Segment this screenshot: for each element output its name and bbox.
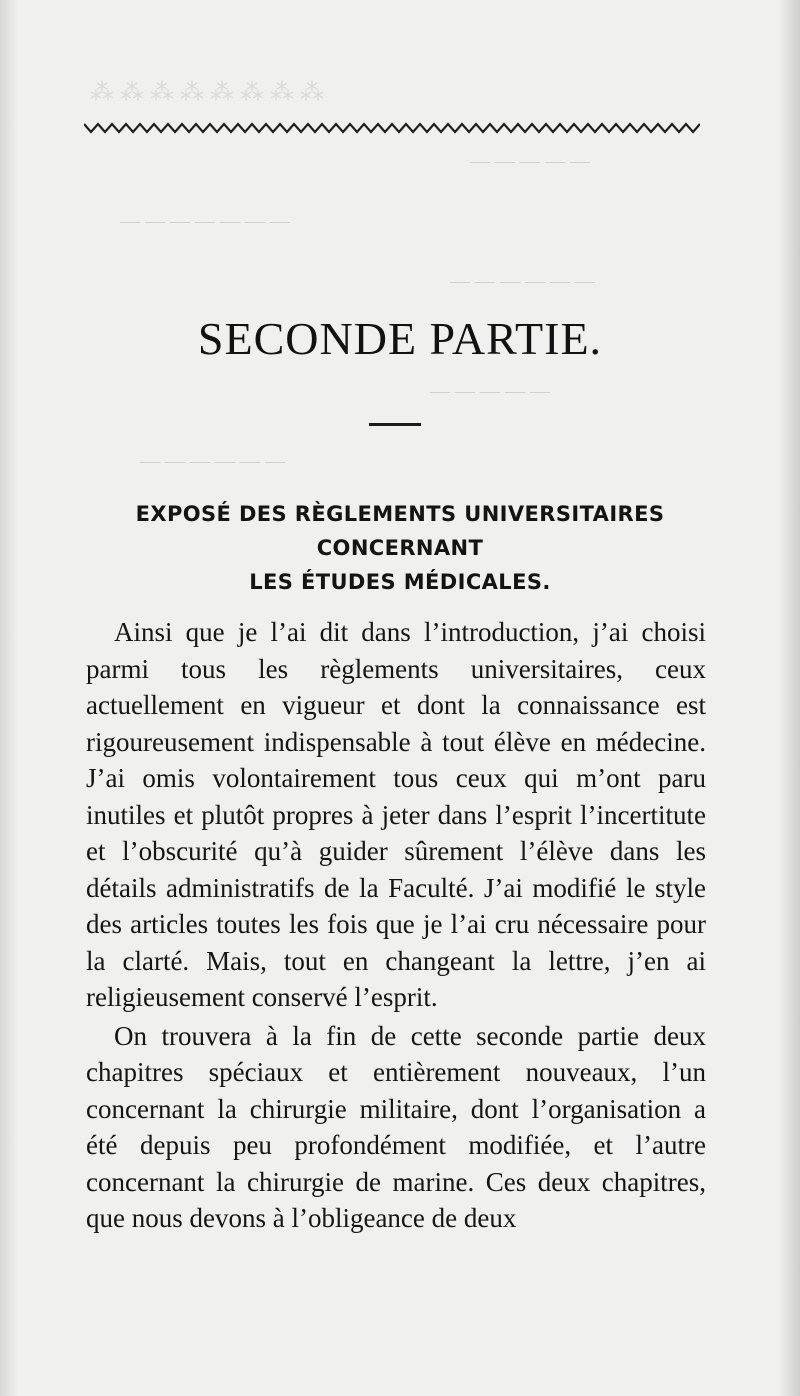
section-heading-line-2: LES ÉTUDES MÉDICALES. (249, 570, 551, 594)
ornament-rule (84, 118, 700, 140)
part-title: SECONDE PARTIE. (197, 313, 603, 364)
section-heading-line-1: EXPOSÉ DES RÈGLEMENTS UNIVERSITAIRES CONCERNANT (135, 502, 665, 560)
paragraph: Ainsi que je l’ai dit dans l’introduction, j’ai choisi parmi tous les règlements universitaires, ceux actuellement en vigueur et dont la connaissance est rigoureusement indispensable à tout élève en médecine. J’ai omis volontairement tous ceux qui m’ont paru inutiles et plutôt propres à jeter dans l’esprit l’incertitute et l’obscurité qu’à guider sûrement l’élève dans les détails administratifs de la Faculté. J’ai modifié le style des articles toutes les fois que je l’ai cru nécessaire pour la clarté. Mais, tout en changeant la lettre, j’en ai religieusement conservé l’esprit. (86, 617, 706, 1012)
section-heading (60, 497, 740, 599)
body-text (86, 614, 706, 1237)
bleed-through: ⁂ ⁂ ⁂ ⁂ ⁂ ⁂ ⁂ ⁂ (90, 80, 324, 106)
bleed-through: — — — — — — — (120, 210, 290, 232)
bleed-through: — — — — — — (450, 270, 595, 292)
paragraph: On trouvera à la fin de cette seconde partie deux chapitres spéciaux et entièrement nouveaux, l’un concernant la chirurgie militaire, dont l’organisation a été depuis peu profondément modifiée, et l’autre concernant la chirurgie de marine. Ces deux chapitres, que nous devons à l’obligeance de deux (86, 1020, 706, 1233)
title-divider (369, 423, 421, 426)
bleed-through: — — — — — (470, 150, 590, 172)
bleed-through: — — — — — (430, 380, 550, 402)
bleed-through: — — — — — — (140, 450, 285, 472)
